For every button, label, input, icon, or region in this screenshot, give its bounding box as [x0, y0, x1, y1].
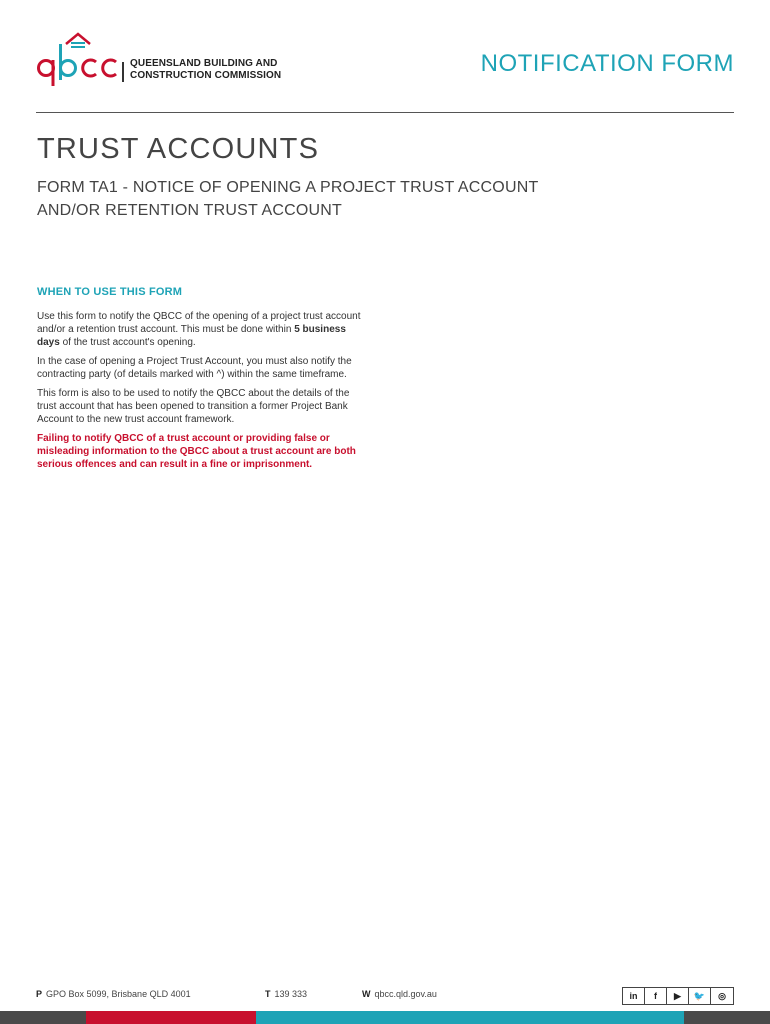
- twitter-icon[interactable]: 🐦: [689, 988, 711, 1004]
- postal-address: GPO Box 5099, Brisbane QLD 4001: [46, 989, 191, 999]
- youtube-icon[interactable]: ▶: [667, 988, 689, 1004]
- bar-segment-grey: [0, 1011, 86, 1024]
- bar-segment-red: [86, 1011, 256, 1024]
- bar-segment-teal: [256, 1011, 684, 1024]
- footer-postal: [36, 989, 191, 999]
- instruction-paragraph-2: In the case of opening a Project Trust Account, you must also notify the contracting party (of details marked with ^) within the same timeframe.: [37, 356, 352, 380]
- org-name-line2: CONSTRUCTION COMMISSION: [130, 70, 282, 81]
- section-heading: WHEN TO USE THIS FORM: [37, 286, 183, 298]
- warning-paragraph: Failing to notify QBCC of a trust account or providing false or misleading information to the QBCC about a trust account are both serious offences and can result in a fine or imprisonment.: [37, 433, 356, 470]
- org-name: [130, 58, 281, 82]
- form-subtitle-line1: FORM TA1 - NOTICE OF OPENING A PROJECT TRUST ACCOUNT: [37, 179, 539, 196]
- qbcc-logo: [36, 30, 296, 94]
- header-divider: [36, 112, 734, 113]
- phone-label: T: [265, 989, 271, 999]
- instagram-icon[interactable]: ◎: [718, 990, 726, 1001]
- footer-phone: [265, 989, 307, 999]
- phone-number: 139 333: [274, 989, 308, 999]
- form-type-label: NOTIFICATION FORM: [480, 50, 734, 77]
- form-subtitle: [37, 176, 538, 222]
- logo-divider: [122, 62, 124, 82]
- p1-deadline: 5 business days: [37, 324, 346, 348]
- facebook-icon[interactable]: f: [645, 988, 667, 1004]
- footer: [36, 987, 734, 1003]
- web-address[interactable]: qbcc.qld.gov.au: [374, 989, 437, 999]
- web-label: W: [362, 989, 371, 999]
- qbcc-logo-icon: [36, 30, 120, 94]
- instruction-paragraph-1: [37, 310, 362, 349]
- brand-color-bar: [0, 1011, 770, 1024]
- linkedin-icon[interactable]: in: [623, 988, 645, 1004]
- page-title: TRUST ACCOUNTS: [37, 133, 320, 165]
- org-name-line1: QUEENSLAND BUILDING AND: [130, 58, 278, 69]
- when-to-use-section: [37, 286, 362, 477]
- p1-text-after: of the trust account's opening.: [59, 337, 196, 348]
- form-subtitle-line2: AND/OR RETENTION TRUST ACCOUNT: [37, 202, 342, 219]
- social-links: [622, 987, 734, 1005]
- bar-segment-grey-right: [684, 1011, 770, 1024]
- footer-web: [362, 989, 437, 999]
- p1-text-before: Use this form to notify the QBCC of the opening of a project trust account and/or a retention trust account. This must be done within: [37, 311, 361, 335]
- instruction-paragraph-3: This form is also to be used to notify the QBCC about the details of the trust account that has been opened to transition a former Project Bank Account to the new trust account framework.: [37, 388, 350, 425]
- postal-label: P: [36, 989, 43, 999]
